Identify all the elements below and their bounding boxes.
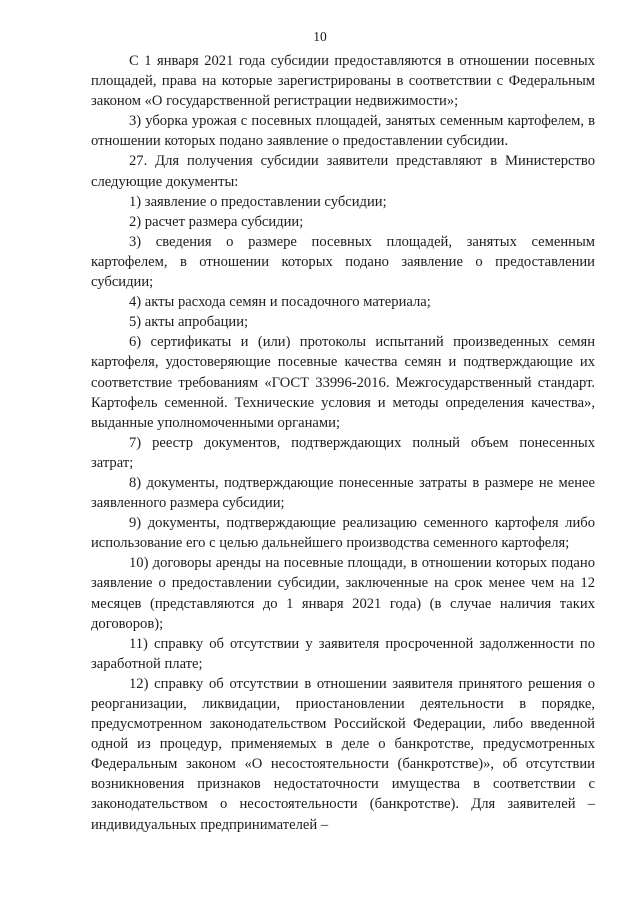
paragraph-27-intro: 27. Для получения субсидии заявители представляют в Министерство следующие документы: [91, 153, 595, 190]
list-item-12: 12) справку об отсутствии в отношении заявителя принятого решения о реорганизации, ликвидации, приостановлении деятельности в порядке, предусмотренном законодательством Российской Федерации, либо введенной одной из процедур, применяемых в деле о банкротстве, предусмотренных Федеральным законом «О несостоятельности (банкротстве)», об отсутствии возникновения признаков недостаточности имущества в соответствии с законодательством о несостоятельности (банкротстве). Для заявителей – индивидуальных предпринимателей – [91, 675, 595, 833]
list-item-7: 7) реестр документов, подтверждающих полный объем понесенных затрат; [91, 434, 595, 471]
list-item-9: 9) документы, подтверждающие реализацию семенного картофеля либо использование его с целью дальнейшего производства семенного картофеля; [91, 515, 595, 552]
list-item-4: 4) акты расхода семян и посадочного материала; [129, 294, 431, 311]
list-item-2: 2) расчет размера субсидии; [129, 213, 304, 230]
list-item-11: 11) справку об отсутствии у заявителя просроченной задолженности по заработной плате; [91, 635, 595, 672]
list-item-1: 1) заявление о предоставлении субсидии; [129, 193, 387, 210]
list-item-6: 6) сертификаты и (или) протоколы испытаний произведенных семян картофеля, удостоверяющие посевные качества семян и подтверждающие их соответствие требованиям «ГОСТ 33996-2016. Межгосударственный стандарт. Картофель семенной. Технические условия и методы определения качества», выданные уполномоченными органами; [91, 334, 595, 431]
list-item-5: 5) акты апробации; [129, 314, 249, 331]
list-item-10: 10) договоры аренды на посевные площади, в отношении которых подано заявление о предоставлении субсидии, заключенные на срок менее чем на 12 месяцев (представляются до 1 января 2021 года) (в случае наличия таких договоров); [91, 555, 595, 632]
list-item-3: 3) сведения о размере посевных площадей, занятых семенным картофелем, в отношении которых подано заявление о предоставлении субсидии; [91, 233, 595, 291]
list-item-8: 8) документы, подтверждающие понесенные затраты в размере не менее заявленного размера субсидии; [91, 474, 595, 512]
paragraph-registration-note: С 1 января 2021 года субсидии предоставляются в отношении посевных площадей, права на которые зарегистрированы в соответствии с Федеральным законом «О государственной регистрации недвижимости»; [91, 53, 595, 110]
paragraph-harvest-condition: 3) уборка урожая с посевных площадей, занятых семенным картофелем, в отношении которых подано заявление о предоставлении субсидии. [91, 113, 595, 150]
document-body [91, 51, 595, 835]
page-number: 10 [313, 29, 327, 44]
